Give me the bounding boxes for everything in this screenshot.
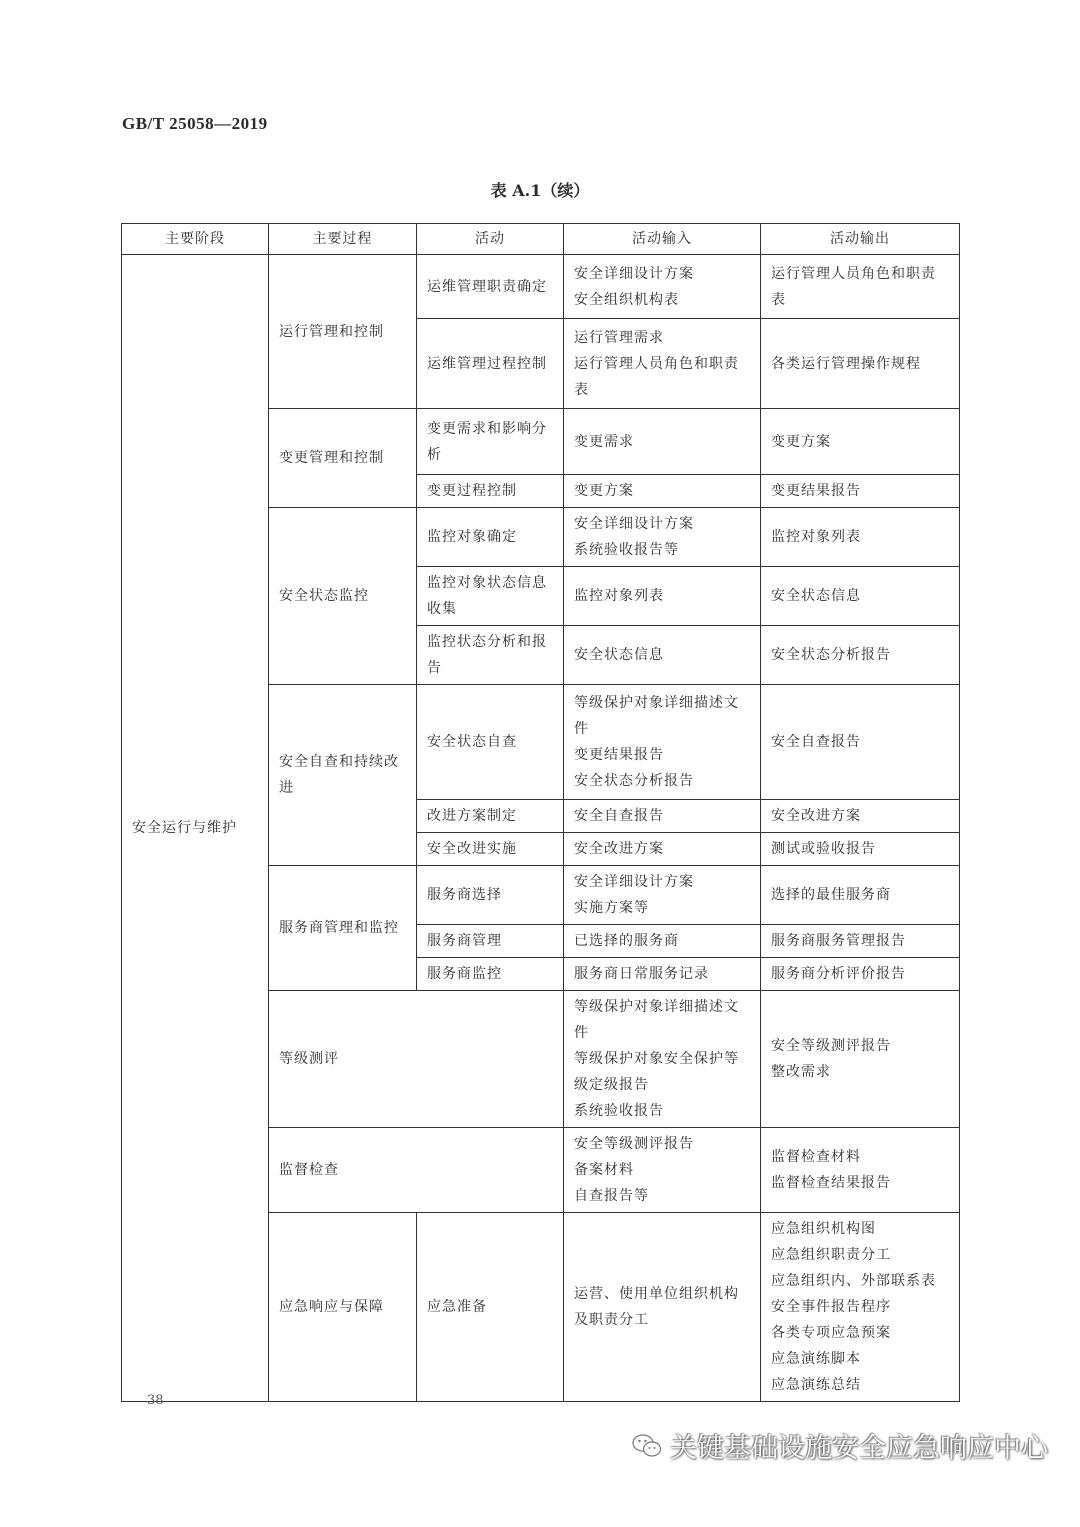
- process-cell: 安全状态监控: [269, 508, 417, 685]
- output-cell: 选择的最佳服务商: [761, 866, 960, 925]
- page-number: 38: [147, 1393, 164, 1408]
- activity-cell: 监控对象确定: [417, 508, 564, 567]
- output-cell: 安全等级测评报告 整改需求: [761, 991, 960, 1128]
- output-cell: 监控对象列表: [761, 508, 960, 567]
- column-header: 主要过程: [269, 224, 417, 255]
- output-cell: 安全自查报告: [761, 685, 960, 800]
- process-cell: 服务商管理和监控: [269, 866, 417, 991]
- activity-cell: 安全改进实施: [417, 833, 564, 866]
- watermark: [632, 1426, 1048, 1465]
- activity-cell: 应急准备: [417, 1213, 564, 1402]
- output-cell: 运行管理人员角色和职责表: [761, 255, 960, 319]
- input-cell: 运行管理需求 运行管理人员角色和职责表: [564, 319, 761, 409]
- process-table: [121, 223, 960, 1402]
- output-cell: 监督检查材料 监督检查结果报告: [761, 1128, 960, 1213]
- input-cell: 等级保护对象详细描述文件 等级保护对象安全保护等级定级报告 系统验收报告: [564, 991, 761, 1128]
- output-cell: 测试或验收报告: [761, 833, 960, 866]
- input-cell: 安全详细设计方案 实施方案等: [564, 866, 761, 925]
- process-cell: 运行管理和控制: [269, 255, 417, 409]
- output-cell: 安全改进方案: [761, 800, 960, 833]
- process-cell: 安全自查和持续改进: [269, 685, 417, 866]
- watermark-text: 关键基础设施安全应急响应中心: [670, 1433, 1048, 1464]
- stage-cell: 安全运行与维护: [122, 255, 269, 1402]
- activity-cell: 监控状态分析和报告: [417, 626, 564, 685]
- document-code: GB/T 25058—2019: [122, 114, 268, 133]
- process-cell: 变更管理和控制: [269, 409, 417, 508]
- wechat-icon: [632, 1433, 662, 1459]
- input-cell: 运营、使用单位组织机构及职责分工: [564, 1213, 761, 1402]
- input-cell: 安全详细设计方案 系统验收报告等: [564, 508, 761, 567]
- input-cell: 监控对象列表: [564, 567, 761, 626]
- column-header: 活动: [417, 224, 564, 255]
- activity-cell: 监控对象状态信息收集: [417, 567, 564, 626]
- input-cell: 安全自查报告: [564, 800, 761, 833]
- input-cell: 安全改进方案: [564, 833, 761, 866]
- input-cell: 已选择的服务商: [564, 925, 761, 958]
- input-cell: 变更需求: [564, 409, 761, 475]
- input-cell: 安全状态信息: [564, 626, 761, 685]
- input-cell: 等级保护对象详细描述文件 变更结果报告 安全状态分析报告: [564, 685, 761, 800]
- input-cell: 服务商日常服务记录: [564, 958, 761, 991]
- table-header-row: [122, 224, 960, 255]
- activity-cell: 运维管理过程控制: [417, 319, 564, 409]
- process-cell: 应急响应与保障: [269, 1213, 417, 1402]
- activity-cell: 变更需求和影响分析: [417, 409, 564, 475]
- output-cell: 服务商分析评价报告: [761, 958, 960, 991]
- output-cell: 应急组织机构图 应急组织职责分工 应急组织内、外部联系表 安全事件报告程序 各类专项应急预案 应急演练脚本 应急演练总结: [761, 1213, 960, 1402]
- output-cell: 变更方案: [761, 409, 960, 475]
- column-header: 活动输入: [564, 224, 761, 255]
- activity-cell: 服务商监控: [417, 958, 564, 991]
- activity-cell: 变更过程控制: [417, 475, 564, 508]
- column-header: 主要阶段: [122, 224, 269, 255]
- output-cell: 安全状态分析报告: [761, 626, 960, 685]
- activity-cell: 运维管理职责确定: [417, 255, 564, 319]
- output-cell: 各类运行管理操作规程: [761, 319, 960, 409]
- table-row: [122, 255, 960, 319]
- process-cell: 等级测评: [269, 991, 564, 1128]
- input-cell: 安全详细设计方案 安全组织机构表: [564, 255, 761, 319]
- activity-cell: 改进方案制定: [417, 800, 564, 833]
- output-cell: 安全状态信息: [761, 567, 960, 626]
- output-cell: 变更结果报告: [761, 475, 960, 508]
- activity-cell: 服务商选择: [417, 866, 564, 925]
- activity-cell: 服务商管理: [417, 925, 564, 958]
- process-cell: 监督检查: [269, 1128, 564, 1213]
- table-title: 表 A.1（续）: [490, 181, 590, 200]
- input-cell: 变更方案: [564, 475, 761, 508]
- activity-cell: 安全状态自查: [417, 685, 564, 800]
- column-header: 活动输出: [761, 224, 960, 255]
- output-cell: 服务商服务管理报告: [761, 925, 960, 958]
- input-cell: 安全等级测评报告 备案材料 自查报告等: [564, 1128, 761, 1213]
